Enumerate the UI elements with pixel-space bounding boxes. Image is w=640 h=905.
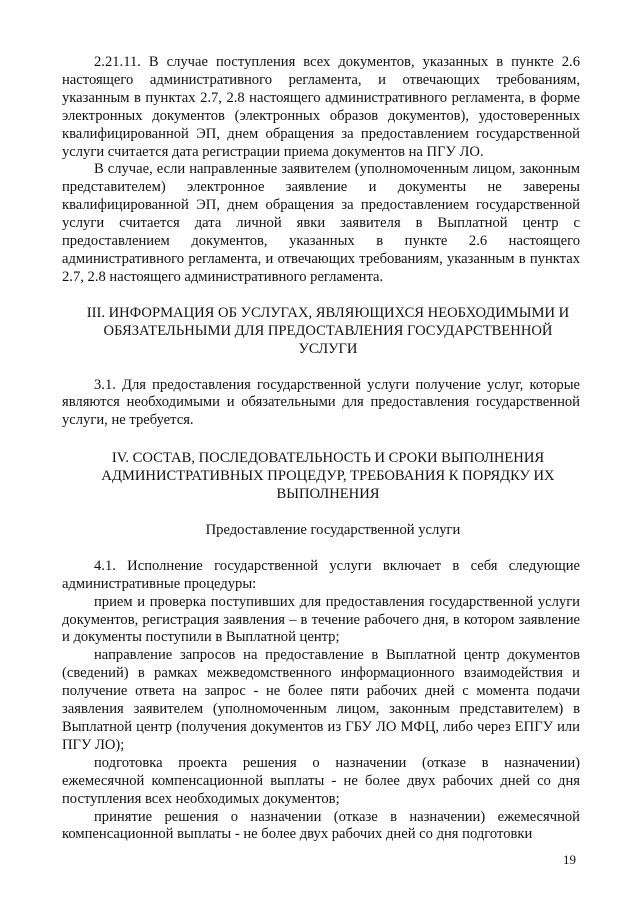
subsection-heading: Предоставление государственной услуги (205, 521, 461, 538)
paragraph-4-1: 4.1. Исполнение государственной услуги включает в себя следующие административные процедуры: (62, 557, 580, 592)
procedure-item: прием и проверка поступивших для предоставления государственной услуги документов, регистрация заявления – в течение рабочего дня, в котором заявление и документы поступили в Выплатной центр; (62, 593, 580, 646)
paragraph-3-1: 3.1. Для предоставления государственной услуги получение услуг, которые являются необходимыми и обязательными для предоставления государственной услуги, не требуется. (62, 376, 580, 429)
procedure-item: принятие решения о назначении (отказе в назначении) ежемесячной компенсационной выплаты - не более двух рабочих дней со дня подготовки (62, 808, 580, 843)
procedure-item: направление запросов на предоставление в Выплатной центр документов (сведений) в рамках межведомственного информационного взаимодействия и получение ответа на запрос - не более пяти рабочих дней с момента подачи заявления заявителем (уполномоченным лицом, законным представителем) в Выплатной центр (получения документов из ГБУ ЛО МФЦ, либо через ЕПГУ или ПГУ ЛО); (62, 647, 580, 753)
procedure-item: подготовка проекта решения о назначении (отказе в назначении) ежемесячной компенсационной выплаты - не более двух рабочих дней со дня поступления всех необходимых документов; (62, 754, 580, 807)
page-content (62, 54, 580, 844)
section-4-heading: IV. СОСТАВ, ПОСЛЕДОВАТЕЛЬНОСТЬ И СРОКИ ВЫПОЛНЕНИЯ АДМИНИСТРАТИВНЫХ ПРОЦЕДУР, ТРЕБОВАНИЯ К ПОРЯДКУ ИХ ВЫПОЛНЕНИЯ (101, 450, 555, 503)
section-3-heading: III. ИНФОРМАЦИЯ ОБ УСЛУГАХ, ЯВЛЯЮЩИХСЯ НЕОБХОДИМЫМИ И ОБЯЗАТЕЛЬНЫМИ ДЛЯ ПРЕДОСТАВЛЕНИЯ ГОСУДАРСТВЕННОЙ УСЛУГИ (86, 304, 570, 357)
paragraph-not-certified: В случае, если направленные заявителем (уполномоченным лицом, законным представителем) электронное заявление и документы не заверены квалифицированной ЭП, днем обращения за предоставлением государственной услуги считается дата личной явки заявителя в Выплатной центр с предоставлением документов, указанных в пункте 2.6 настоящего административного регламента, и отвечающих требованиям, указанным в пунктах 2.7, 2.8 настоящего административного регламента. (62, 161, 580, 285)
page-number: 19 (563, 852, 576, 867)
paragraph-2-21-11: 2.21.11. В случае поступления всех документов, указанных в пункте 2.6 настоящего административного регламента, и отвечающих требованиям, указанным в пунктах 2.7, 2.8 настоящего административного регламента, в форме электронных документов (электронных образов документов), удостоверенных квалифицированной ЭП, днем обращения за предоставлением государственной услуги считается дата регистрации приема документов на ПГУ ЛО. (62, 54, 580, 160)
